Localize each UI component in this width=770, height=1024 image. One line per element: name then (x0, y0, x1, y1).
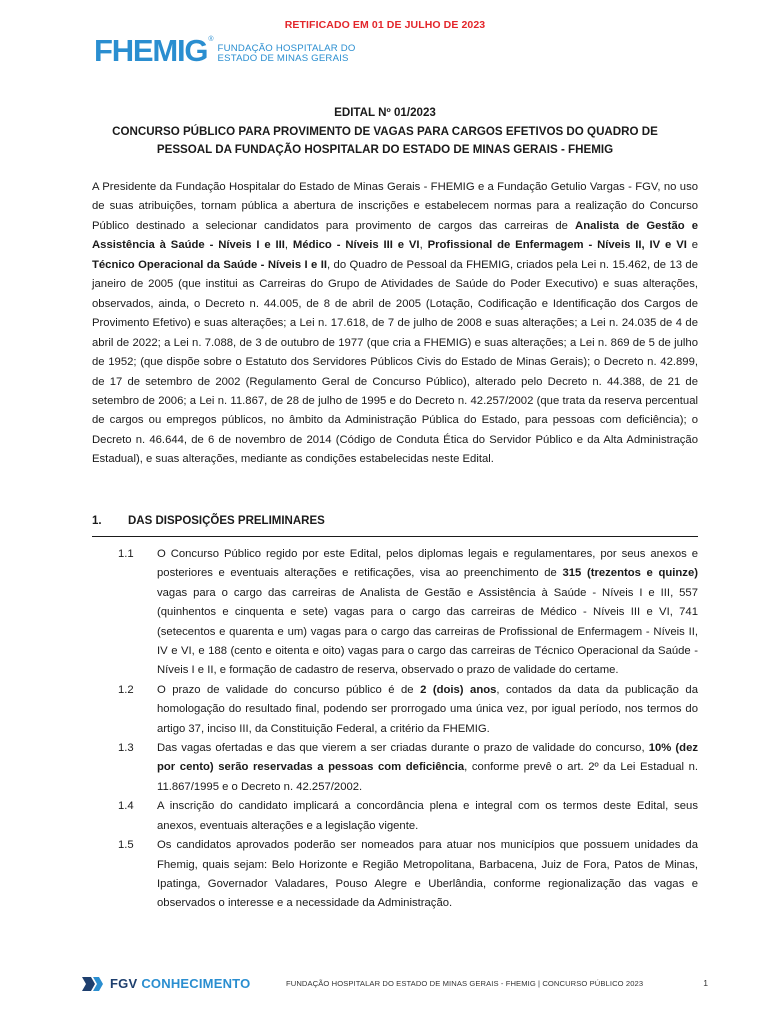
section-number: 1. (92, 515, 102, 527)
logo-registered-mark: ® (208, 36, 214, 43)
page-number: 1 (703, 978, 708, 988)
edital-title-line1: CONCURSO PÚBLICO PARA PROVIMENTO DE VAGAS PARA CARGOS EFETIVOS DO QUADRO DE (112, 124, 658, 138)
item-bold-text: 315 (trezentos e quinze) (562, 567, 699, 580)
intro-text-1: A Presidente da Fundação Hospitalar do Estado de Minas Gerais - FHEMIG e a Fundação Getulio Vargas - FGV, no uso de suas atribuições, tornam pública a abertura de inscrições e estabelecem normas para a realização do Concurso Público destinado a selecionar candidatos para provimento de cargos das carreiras de (92, 181, 698, 232)
retification-banner: RETIFICADO EM 01 DE JULHO DE 2023 (284, 19, 486, 31)
list-item-1-4 (118, 797, 698, 836)
intro-text-4: e (686, 239, 699, 252)
item-text: , contados da data da publicação da homologação do resultado final, podendo ser prorrogado uma única vez, por igual período, nos termos do artigo 37, inciso III, da Constituição Federal, a critério da FHEMIG. (157, 683, 698, 735)
section-1-items (118, 545, 698, 914)
item-text: O prazo de validade do concurso público é de (157, 683, 421, 696)
intro-text-3: , (419, 239, 428, 252)
item-text: A inscrição do candidato implicará a concordância plena e integral com os termos deste Edital, seus anexos, eventuais alterações e a legislação vigente. (157, 800, 698, 832)
section-title: DAS DISPOSIÇÕES PRELIMINARES (128, 515, 325, 527)
list-item-1-3 (118, 739, 698, 797)
conhecimento-label: CONHECIMENTO (141, 976, 251, 991)
fgv-conhecimento-logo (82, 976, 250, 991)
list-item-1-1 (118, 545, 698, 681)
intro-career-analista: Analista de Gestão e Assistência à Saúde - Níveis I e III (92, 219, 698, 252)
item-number: 1.1 (118, 548, 134, 560)
edital-title-line2: PESSOAL DA FUNDAÇÃO HOSPITALAR DO ESTADO DE MINAS GERAIS - FHEMIG (156, 143, 614, 156)
logo-wordmark: FHEMIG (94, 33, 208, 68)
logo-subtitle (218, 44, 356, 64)
fhemig-logo (94, 34, 356, 74)
page-footer (82, 974, 708, 994)
logo-subtitle-line2: ESTADO DE MINAS GERAIS (217, 53, 349, 64)
fgv-label: FGV (110, 976, 138, 991)
intro-career-medico: Médico - Níveis III e VI (292, 239, 420, 252)
intro-text-2: , (284, 239, 293, 252)
item-bold-text: 10% (dez por cento) serão reservadas a pessoas com deficiência (157, 742, 699, 774)
intro-paragraph (92, 178, 698, 470)
intro-career-enfermagem: Profissional de Enfermagem - Níveis II, IV e VI (427, 239, 687, 252)
item-number: 1.2 (118, 683, 134, 696)
list-item-1-2 (118, 681, 698, 739)
item-number: 1.5 (118, 839, 134, 852)
list-item-1-5 (118, 836, 698, 914)
item-number: 1.4 (118, 800, 134, 813)
section-1-heading (92, 515, 698, 537)
intro-career-tecnico: Técnico Operacional da Saúde - Níveis I e II (92, 258, 327, 271)
item-text: O Concurso Público regido por este Edital, pelos diplomas legais e regulamentares, por seus anexos e posteriores e eventuais alterações e retificações, visa ao preenchimento de (157, 548, 698, 580)
fgv-chevron-logo-icon (82, 977, 106, 991)
item-text: vagas para o cargo das carreiras de Analista de Gestão e Assistência à Saúde - Níveis I e III, 557 (quinhentos e cinquenta e sete) vagas para o cargo das carreiras de Médico - Níveis III e VI, 741 (setecentos e quarenta e um) vagas para o cargo das carreiras de Profissional de Enfermagem - Níveis II, IV e VI, e 188 (cento e oitenta e oito) vagas para o cargo das carreiras de Técnico Operacional da Saúde - Níveis I e II, e formação de cadastro de reserva, observado o prazo de validade do certame. (157, 586, 698, 677)
item-text: , conforme prevê o art. 2º da Lei Estadual n. 11.867/1995 e o Decreto n. 42.257/2002. (157, 761, 698, 793)
item-number: 1.3 (118, 742, 134, 755)
fgv-wordmark (110, 976, 250, 991)
logo-subtitle-line1: FUNDAÇÃO HOSPITALAR DO (217, 43, 356, 54)
edital-number: EDITAL Nº 01/2023 (334, 106, 436, 119)
item-bold-text: 2 (dois) anos (420, 683, 497, 696)
footer-caption: FUNDAÇÃO HOSPITALAR DO ESTADO DE MINAS GERAIS - FHEMIG | CONCURSO PÚBLICO 2023 (286, 979, 644, 988)
item-text: Os candidatos aprovados poderão ser nomeados para atuar nos municípios que possuem unidades da Fhemig, quais sejam: Belo Horizonte e Região Metropolitana, Barbacena, Juiz de Fora, Patos de Minas, Ipatinga, Governador Valadares, Pouso Alegre e Uberlândia, conforme regionalização das vagas e observados o interesse e a necessidade da Administração. (157, 839, 698, 910)
edital-title-block (100, 104, 670, 160)
item-text: Das vagas ofertadas e das que vierem a ser criadas durante o prazo de validade do concurso, (157, 742, 649, 755)
intro-text-5: , do Quadro de Pessoal da FHEMIG, criados pela Lei n. 15.462, de 13 de janeiro de 2005 (que institui as Carreiras do Grupo de Atividades de Saúde do Poder Executivo) e suas alterações, observados, ainda, o Decreto n. 44.005, de 8 de abril de 2005 (Lotação, Codificação e Identificação dos Cargos de Provimento Efetivo) e suas alterações; a Lei n. 17.618, de 7 de julho de 2008 e suas alterações; a Lei n. 24.035 de 4 de abril de 2022; a Lei n. 7.088, de 3 de outubro de 1977 (que cria a FHEMIG) e suas alterações; a Lei n. 869 de 5 de julho de 1952; (que dispõe sobre o Estatuto dos Servidores Públicos Civis do Estado de Minas Gerais); o Decreto n. 42.899, de 17 de setembro de 2002 (Regulamento Geral de Concurso Público), alterado pelo Decreto n. 44.388, de 21 de setembro de 2006; a Lei n. 11.867, de 28 de julho de 1995 e do Decreto n. 42.257/2002 (que trata da reserva percentual de cargos ou empregos públicos, no âmbito da Administração Pública do Estado, para pessoas com deficiência); o Decreto n. 46.644, de 6 de novembro de 2014 (Código de Conduta Ética do Servidor Público e da Alta Administração Estadual), e suas alterações, mediante as condições estabelecidas neste Edital. (92, 258, 698, 466)
